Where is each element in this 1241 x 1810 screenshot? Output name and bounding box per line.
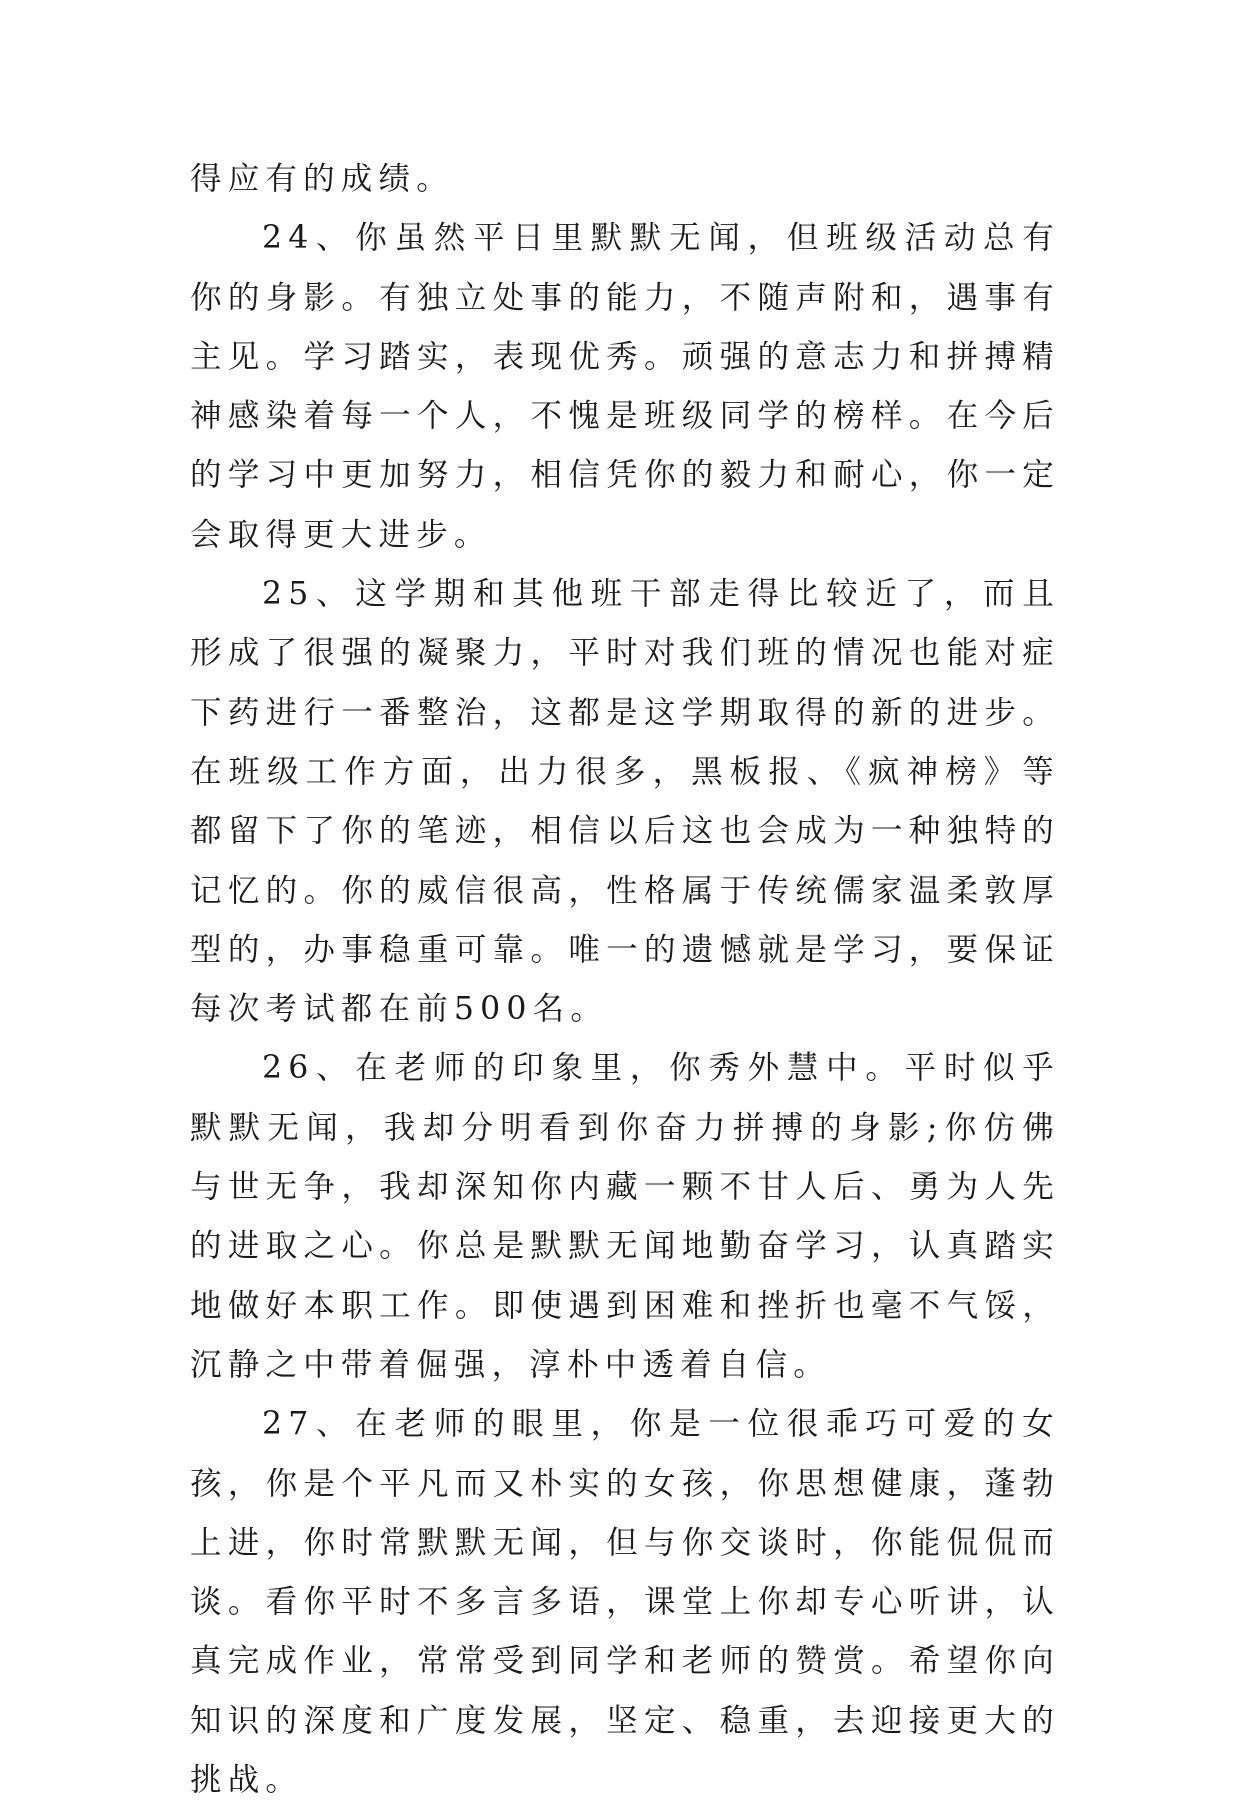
paragraph-comment-27: 27、在老师的眼里，你是一位很乖巧可爱的女孩，你是个平凡而又朴实的女孩，你思想健康，蓬勃上进，你时常默默无闻，但与你交谈时，你能侃侃而谈。看你平时不多言多语，课堂上你却专心听讲，认真完成作业，常常受到同学和老师的赞赏。希望你向知识的深度和广度发展，坚定、稳重，去迎接更大的挑战。	[190, 1406, 1060, 1799]
document-page	[190, 150, 1060, 1810]
paragraph-continuation: 得应有的成绩。	[190, 161, 454, 197]
paragraph-comment-24: 24、你虽然平日里默默无闻，但班级活动总有你的身影。有独立处事的能力，不随声附和，遇事有主见。学习踏实，表现优秀。顽强的意志力和拼搏精神感染着每一个人，不愧是班级同学的榜样。在今后的学习中更加努力，相信凭你的毅力和耐心，你一定会取得更大进步。	[190, 220, 1060, 553]
paragraph-comment-26: 26、在老师的印象里，你秀外慧中。平时似乎默默无闻，我却分明看到你奋力拼搏的身影;你仿佛与世无争，我却深知你内藏一颗不甘人后、勇为人先的进取之心。你总是默默无闻地勤奋学习，认真踏实地做好本职工作。即使遇到困难和挫折也毫不气馁，沉静之中带着倔强，淳朴中透着自信。	[190, 1050, 1060, 1383]
paragraph-comment-25: 25、这学期和其他班干部走得比较近了，而且形成了很强的凝聚力，平时对我们班的情况也能对症下药进行一番整治，这都是这学期取得的新的进步。在班级工作方面，出力很多，黑板报、《疯神榜》等都留下了你的笔迹，相信以后这也会成为一种独特的记忆的。你的威信很高，性格属于传统儒家温柔敦厚型的，办事稳重可靠。唯一的遗憾就是学习，要保证每次考试都在前500名。	[190, 576, 1060, 1028]
